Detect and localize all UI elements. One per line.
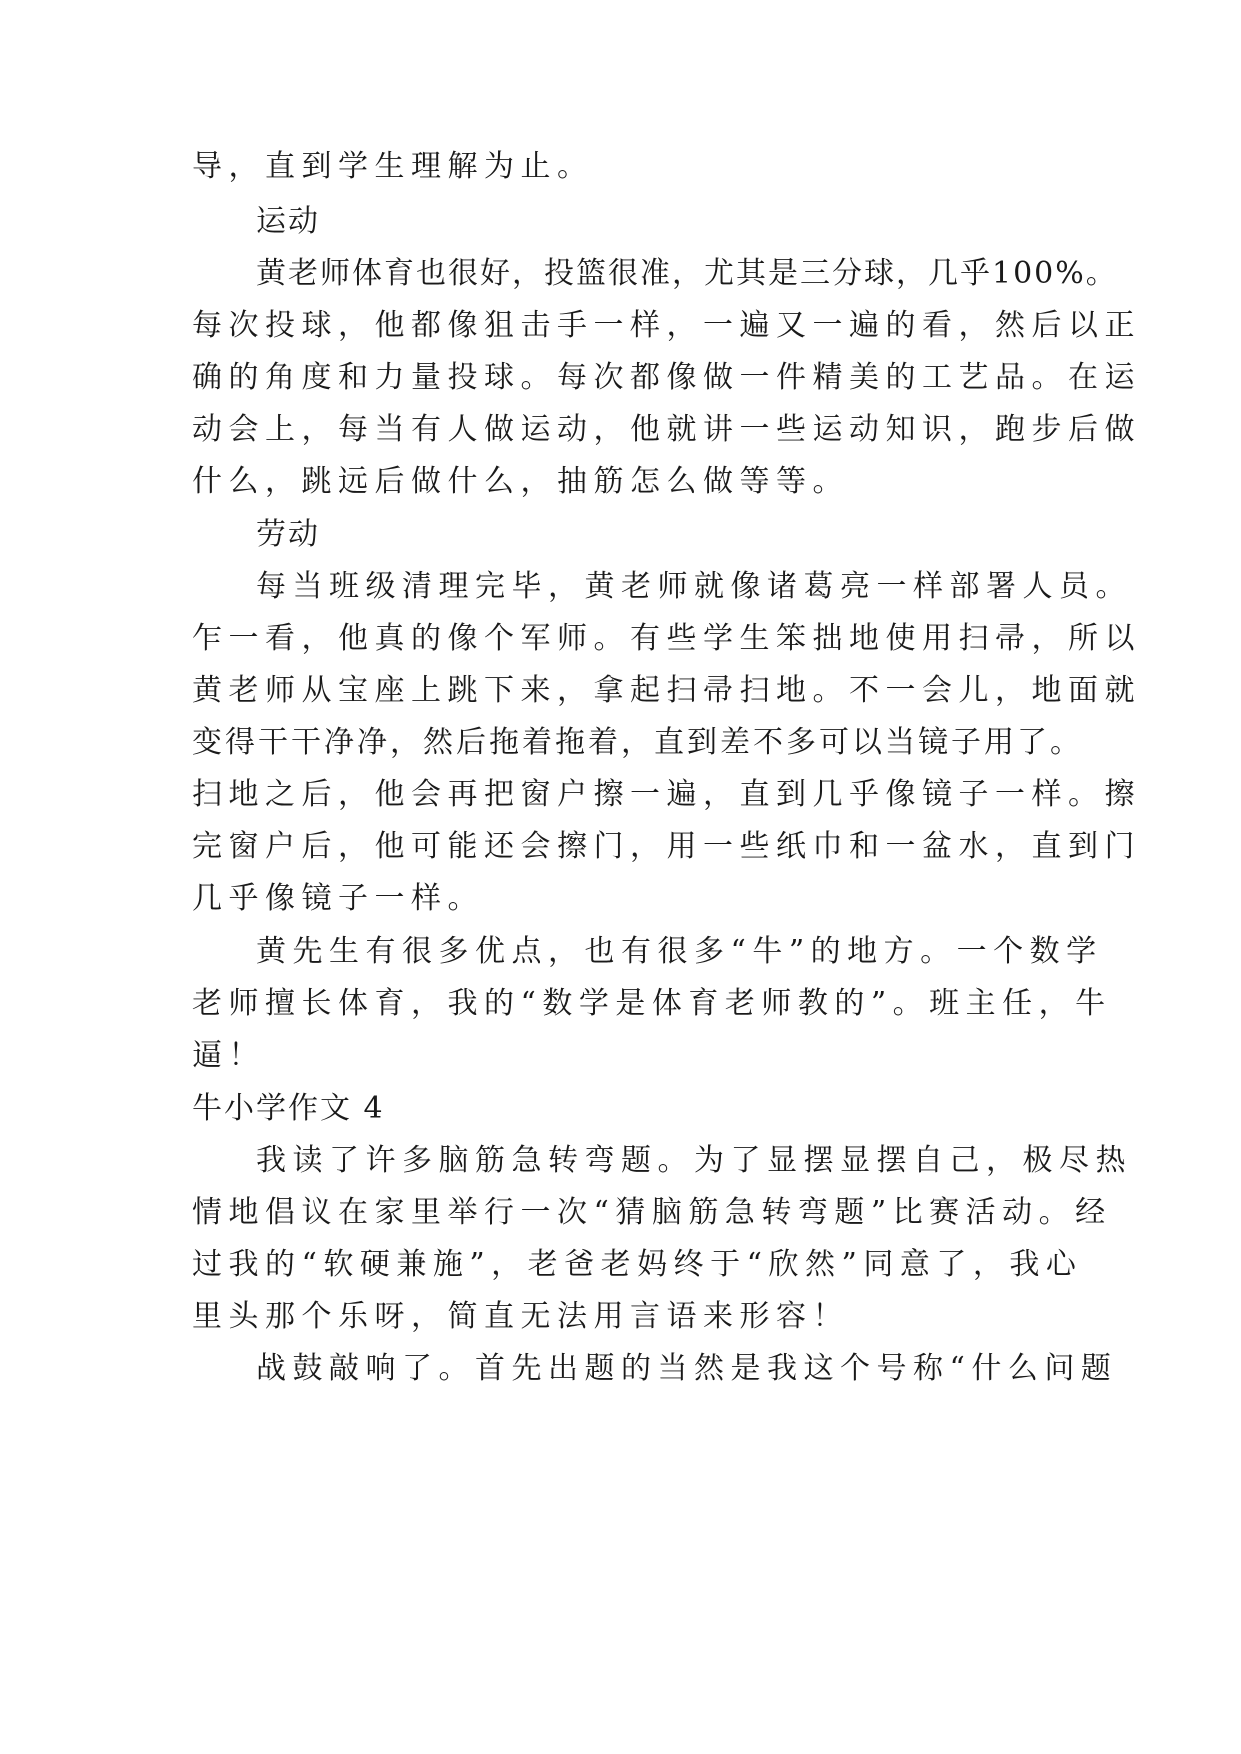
paragraph-line: 老师擅长体育，我的“数学是体育老师教的”。班主任，牛 — [192, 986, 1112, 1021]
paragraph-line: 过我的“软硬兼施”，老爸老妈终于“欣然”同意了，我心 — [192, 1247, 1083, 1282]
paragraph-line: 每当班级清理完毕，黄老师就像诸葛亮一样部署人员。 — [256, 569, 1132, 604]
paragraph-line: 确的角度和力量投球。每次都像做一件精美的工艺品。在运 — [192, 360, 1141, 395]
paragraph-line: 什么，跳远后做什么，抽筋怎么做等等。 — [192, 464, 849, 499]
section-heading-labor: 劳动 — [256, 517, 320, 552]
paragraph-line: 黄先生有很多优点，也有很多“牛”的地方。一个数学 — [256, 934, 1103, 969]
paragraph-line: 黄老师体育也很好，投篮很准，尤其是三分球，几乎100%。 — [256, 256, 1118, 291]
paragraph-line: 变得干干净净，然后拖着拖着，直到差不多可以当镜子用了。 — [192, 725, 1083, 760]
paragraph-line: 情地倡议在家里举行一次“猜脑筋急转弯题”比赛活动。经 — [192, 1195, 1112, 1230]
paragraph-line: 逼！ — [192, 1038, 265, 1073]
essay-title: 牛小学作文 4 — [192, 1091, 385, 1126]
paragraph-line: 乍一看，他真的像个军师。有些学生笨拙地使用扫帚，所以 — [192, 621, 1141, 656]
section-heading-sports: 运动 — [256, 204, 320, 239]
paragraph-line: 几乎像镜子一样。 — [192, 881, 484, 916]
paragraph-line: 里头那个乐呀，简直无法用言语来形容！ — [192, 1299, 849, 1334]
paragraph-line: 黄老师从宝座上跳下来，拿起扫帚扫地。不一会儿，地面就 — [192, 673, 1141, 708]
paragraph-line: 完窗户后，他可能还会擦门，用一些纸巾和一盆水，直到门 — [192, 829, 1141, 864]
paragraph-line: 我读了许多脑筋急转弯题。为了显摆显摆自己，极尽热 — [256, 1143, 1132, 1178]
paragraph-line: 战鼓敲响了。首先出题的当然是我这个号称“什么问题 — [256, 1351, 1118, 1386]
paragraph-line: 扫地之后，他会再把窗户擦一遍，直到几乎像镜子一样。擦 — [192, 777, 1141, 812]
paragraph-line: 动会上，每当有人做运动，他就讲一些运动知识，跑步后做 — [192, 412, 1141, 447]
paragraph-line: 导，直到学生理解为止。 — [192, 149, 594, 184]
paragraph-line: 每次投球，他都像狙击手一样，一遍又一遍的看，然后以正 — [192, 308, 1141, 343]
